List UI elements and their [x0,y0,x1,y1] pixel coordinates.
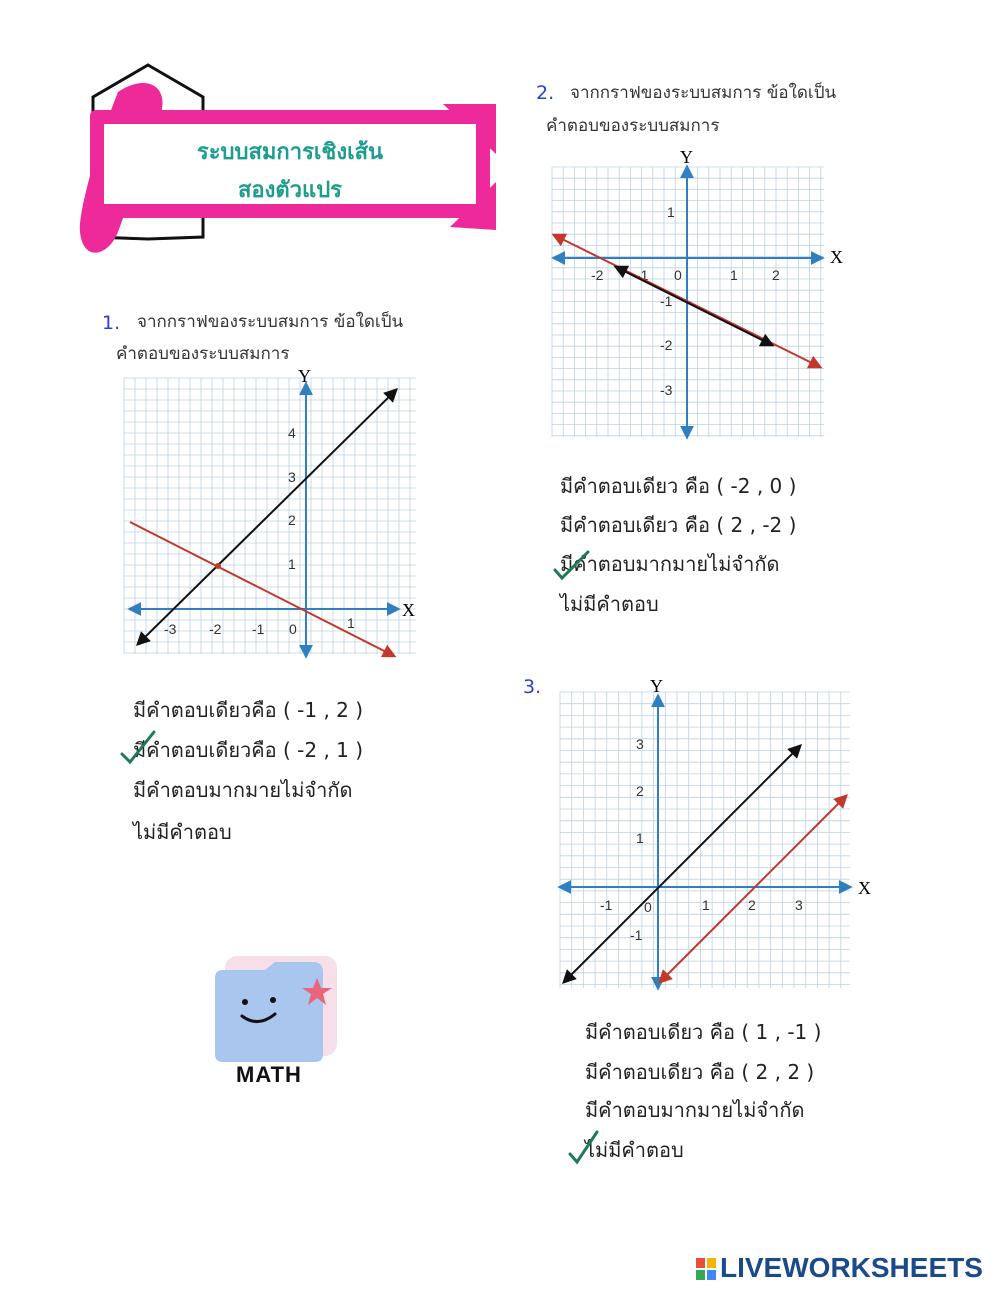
y-tick-label: -3 [660,382,673,398]
y-axis-label: Y [298,366,311,386]
option-1[interactable]: มีคำตอบเดียว คือ ( -2 , 0 ) [560,474,797,498]
title-line-1: ระบบสมการเชิงเส้น [196,140,384,165]
option-4[interactable]: ไม่มีคำตอบ [560,592,659,616]
grid [124,378,416,654]
x-tick-label: 0 [644,899,652,915]
option-3[interactable]: มีคำตอบมากมายไม่จำกัด [560,552,780,576]
question-number: 1. [102,312,121,334]
x-tick-label: -1 [252,621,265,637]
line-red [660,796,846,982]
x-axis-label: X [402,600,415,620]
question-number: 2. [536,82,555,104]
x-tick-label: -2 [209,621,222,637]
y-axis-label: Y [650,676,663,696]
y-tick-label: 1 [288,556,296,572]
y-tick-label: -2 [660,337,673,353]
y-tick-label: -1 [630,927,643,943]
question-number: 3. [523,676,542,698]
option-2[interactable]: มีคำตอบเดียวคือ ( -2 , 1 ) [133,738,364,762]
y-tick-label: 3 [288,469,296,485]
folder-smiley-icon [205,948,350,1068]
option-4[interactable]: ไม่มีคำตอบ [585,1138,684,1162]
y-axis-label: Y [680,147,693,167]
option-4[interactable]: ไม่มีคำตอบ [133,820,232,844]
line-black [564,746,800,982]
x-tick-label: 1 [730,267,738,283]
x-tick-label: -2 [591,267,604,283]
y-tick-label: 1 [636,830,644,846]
liveworksheets-logo-icon [696,1258,716,1280]
intersection-point [215,563,221,569]
x-tick-label: -3 [164,621,177,637]
option-1[interactable]: มีคำตอบเดียว คือ ( 1 , -1 ) [585,1020,822,1044]
y-tick-label: 2 [636,783,644,799]
graph-q2 [548,145,850,441]
x-tick-label: -1 [636,267,649,283]
checkmark-icon [118,728,158,768]
graph-q1 [118,366,424,662]
question-prompt-line2: คำตอบของระบบสมการ [116,344,290,364]
y-tick-label: -1 [660,293,673,309]
x-tick-label: -1 [600,897,613,913]
checkmark-icon [567,1128,601,1168]
sticker-label: MATH [236,1062,302,1087]
x-tick-label: 3 [795,897,803,913]
x-tick-label: 2 [748,897,756,913]
title-line-2: สองตัวแปร [238,178,342,203]
y-tick-label: 3 [636,736,644,752]
option-3[interactable]: มีคำตอบมากมายไม่จำกัด [133,778,353,802]
checkmark-icon [552,548,592,584]
title-box [90,110,490,218]
y-tick-label: 2 [288,512,296,528]
question-prompt-line1: จากกราฟของระบบสมการ ข้อใดเป็น [570,83,837,103]
graph-q3 [556,672,880,994]
x-tick-label: 0 [289,621,297,637]
x-tick-label: 2 [772,267,780,283]
option-3[interactable]: มีคำตอบมากมายไม่จำกัด [585,1098,805,1122]
question-prompt-line1: จากกราฟของระบบสมการ ข้อใดเป็น [137,312,404,332]
y-tick-label: 4 [288,425,296,441]
option-1[interactable]: มีคำตอบเดียวคือ ( -1 , 2 ) [133,698,364,722]
option-2[interactable]: มีคำตอบเดียว คือ ( 2 , -2 ) [560,513,797,537]
option-2[interactable]: มีคำตอบเดียว คือ ( 2 , 2 ) [585,1060,815,1084]
question-prompt-line2: คำตอบของระบบสมการ [546,116,720,136]
brand-name[interactable]: LIVEWORKSHEETS [720,1252,983,1283]
x-tick-label: 1 [702,897,710,913]
x-tick-label: 0 [674,267,682,283]
y-tick-label: 1 [667,204,675,220]
x-axis-label: X [830,247,843,267]
x-tick-label: 1 [347,615,355,631]
x-axis-label: X [858,878,871,898]
